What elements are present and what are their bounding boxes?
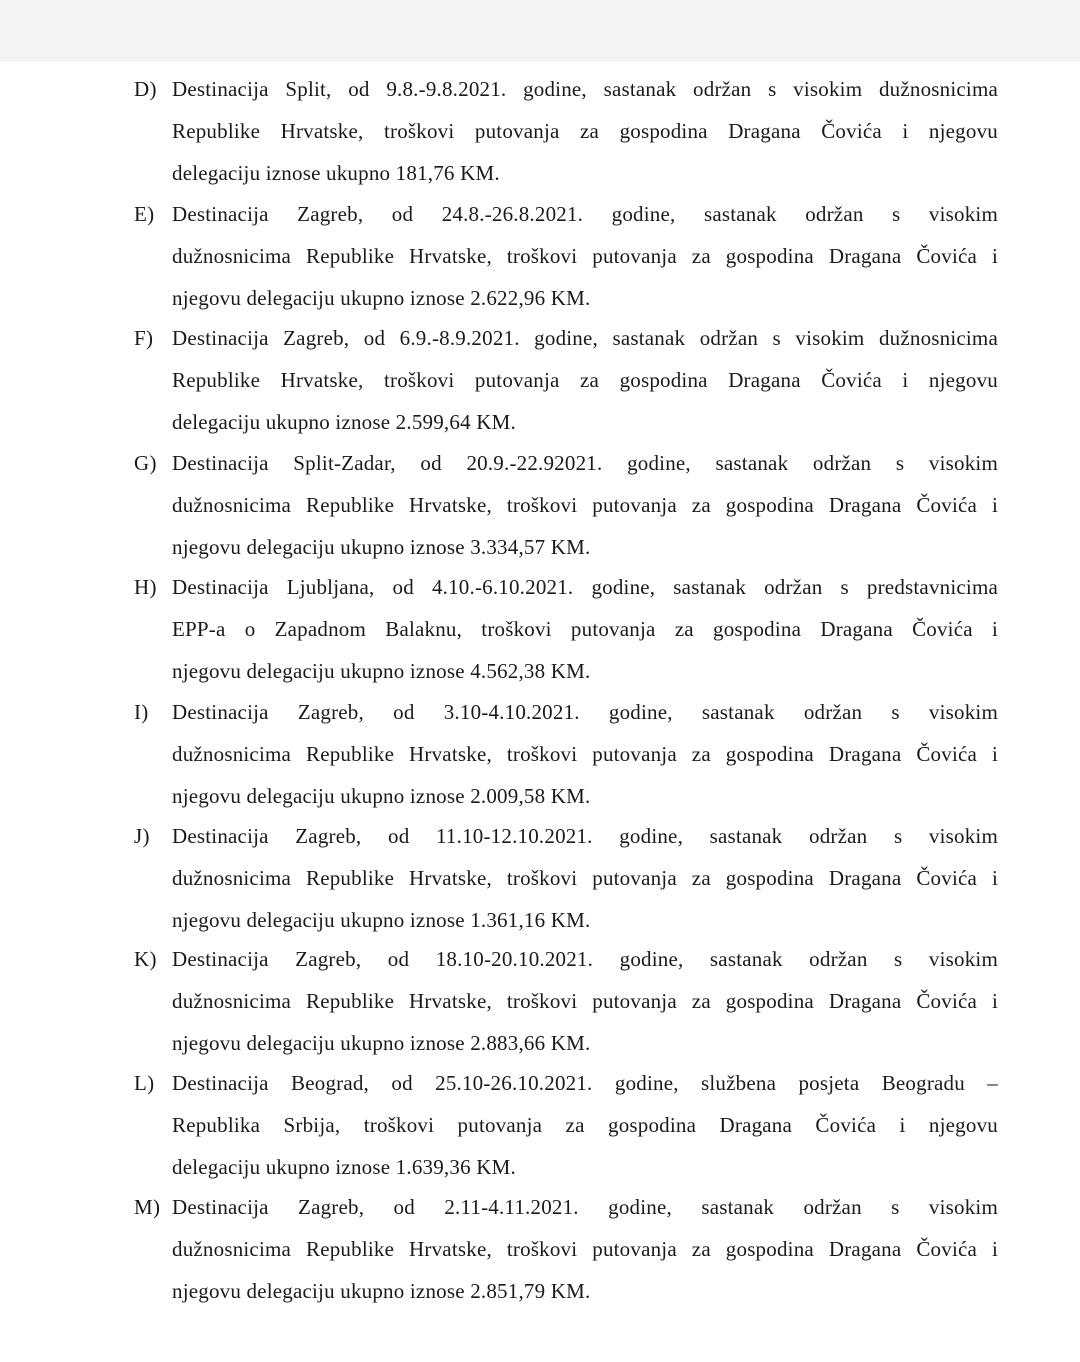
text-line: njegovu delegaciju ukupno iznose 4.562,38 KM. — [172, 659, 591, 683]
list-marker: J) — [134, 824, 150, 848]
text-line: dužnosnicima Republike Hrvatske, troškovi putovanja za gospodina Dragana Čovića i — [172, 866, 998, 890]
list-item-text — [172, 566, 998, 692]
list-marker: M) — [134, 1195, 161, 1219]
list-marker: F) — [134, 326, 154, 350]
text-line: delegaciju ukupno iznose 1.639,36 KM. — [172, 1155, 516, 1179]
list-marker: E) — [134, 202, 155, 226]
text-line: njegovu delegaciju ukupno iznose 2.009,58 KM. — [172, 784, 591, 808]
list-marker: L) — [134, 1071, 155, 1095]
list-item-text — [172, 691, 998, 817]
text-line: njegovu delegaciju ukupno iznose 1.361,16 KM. — [172, 908, 591, 932]
list-marker: G) — [134, 451, 157, 475]
text-line: dužnosnicima Republike Hrvatske, troškovi putovanja za gospodina Dragana Čovića i — [172, 244, 998, 268]
list-item-text — [172, 317, 998, 443]
list-item-text — [172, 193, 998, 319]
text-line: Republike Hrvatske, troškovi putovanja za gospodina Dragana Čovića i njegovu — [172, 368, 998, 392]
list-marker: D) — [134, 77, 157, 101]
text-line: njegovu delegaciju ukupno iznose 3.334,57 KM. — [172, 535, 591, 559]
text-line: Destinacija Zagreb, od 6.9.-8.9.2021. godine, sastanak održan s visokim dužnosnicima — [172, 326, 998, 350]
list-item-text — [172, 1062, 998, 1188]
text-line: Destinacija Zagreb, od 18.10-20.10.2021. godine, sastanak održan s visokim — [172, 947, 998, 971]
list-marker: H) — [134, 575, 157, 599]
list-marker: K) — [134, 947, 157, 971]
text-line: Destinacija Zagreb, od 24.8.-26.8.2021. godine, sastanak održan s visokim — [172, 202, 998, 226]
top-band — [0, 0, 1080, 62]
list-marker: I) — [134, 700, 149, 724]
text-line: dužnosnicima Republike Hrvatske, troškovi putovanja za gospodina Dragana Čovića i — [172, 493, 998, 517]
list-item-text — [172, 938, 998, 1064]
text-line: dužnosnicima Republike Hrvatske, troškovi putovanja za gospodina Dragana Čovića i — [172, 1237, 998, 1261]
text-line: EPP-a o Zapadnom Balaknu, troškovi putovanja za gospodina Dragana Čovića i — [172, 617, 998, 641]
text-line: Destinacija Split, od 9.8.-9.8.2021. godine, sastanak održan s visokim dužnosnicima — [172, 77, 998, 101]
text-line: Republike Hrvatske, troškovi putovanja za gospodina Dragana Čovića i njegovu — [172, 119, 998, 143]
text-line: Destinacija Zagreb, od 2.11-4.11.2021. godine, sastanak održan s visokim — [172, 1195, 998, 1219]
text-line: dužnosnicima Republike Hrvatske, troškovi putovanja za gospodina Dragana Čovića i — [172, 742, 998, 766]
text-line: Destinacija Split-Zadar, od 20.9.-22.92021. godine, sastanak održan s visokim — [172, 451, 998, 475]
text-line: Destinacija Zagreb, od 3.10-4.10.2021. godine, sastanak održan s visokim — [172, 700, 998, 724]
text-line: delegaciju ukupno iznose 2.599,64 KM. — [172, 410, 516, 434]
text-line: Destinacija Beograd, od 25.10-26.10.2021. godine, službena posjeta Beogradu – — [172, 1071, 998, 1095]
list-item-text — [172, 1186, 998, 1312]
text-line: Destinacija Zagreb, od 11.10-12.10.2021. godine, sastanak održan s visokim — [172, 824, 998, 848]
text-line: Destinacija Ljubljana, od 4.10.-6.10.2021. godine, sastanak održan s predstavnicima — [172, 575, 998, 599]
list-item-text — [172, 815, 998, 941]
text-line: dužnosnicima Republike Hrvatske, troškovi putovanja za gospodina Dragana Čovića i — [172, 989, 998, 1013]
list-item-text — [172, 68, 998, 194]
text-line: njegovu delegaciju ukupno iznose 2.622,96 KM. — [172, 286, 591, 310]
text-line: Republika Srbija, troškovi putovanja za gospodina Dragana Čovića i njegovu — [172, 1113, 998, 1137]
text-line: delegaciju iznose ukupno 181,76 KM. — [172, 161, 500, 185]
list-item-text — [172, 442, 998, 568]
text-line: njegovu delegaciju ukupno iznose 2.883,66 KM. — [172, 1031, 591, 1055]
text-line: njegovu delegaciju ukupno iznose 2.851,79 KM. — [172, 1279, 591, 1303]
